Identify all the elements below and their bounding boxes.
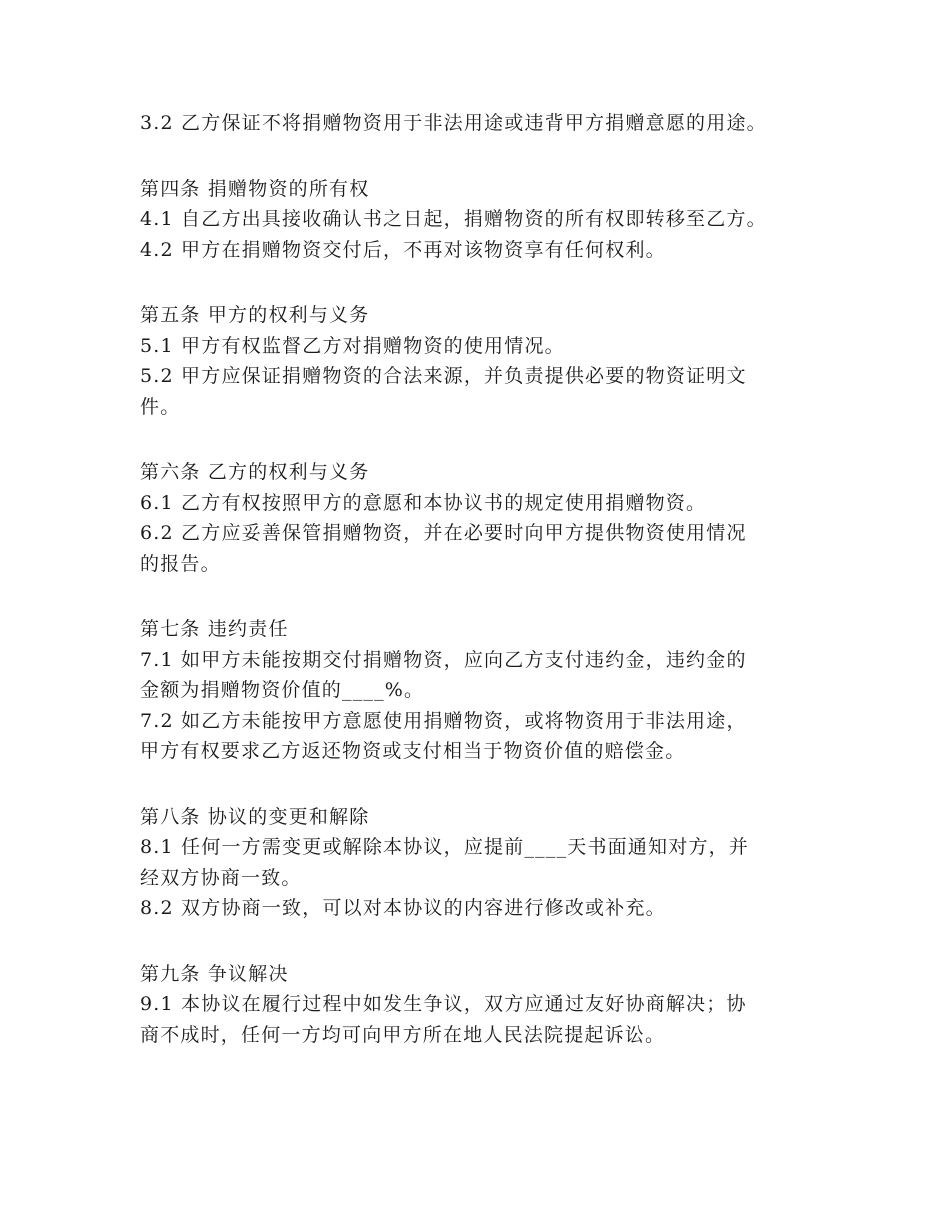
clause-line: 甲方有权要求乙方返还物资或支付相当于物资价值的赔偿金。 [140, 740, 686, 762]
section-heading: 第七条 违约责任 [140, 618, 289, 640]
clause-section-4 [140, 174, 840, 266]
section-heading: 第四条 捐赠物资的所有权 [140, 177, 370, 200]
clause-section-9 [140, 959, 840, 1051]
clause-line: 的报告。 [140, 552, 221, 575]
clause-line: 5.1 甲方有权监督乙方对捐赠物资的使用情况。 [140, 334, 565, 357]
clause-line: 金额为捐赠物资价值的____%。 [140, 679, 425, 701]
clause-line: 5.2 甲方应保证捐赠物资的合法来源，并负责提供必要的物资证明文 [140, 365, 747, 387]
clause-line: 4.2 甲方在捐赠物资交付后，不再对该物资享有任何权利。 [140, 238, 666, 261]
section-heading: 第九条 争议解决 [140, 962, 289, 985]
clause-line: 7.1 如甲方未能按期交付捐赠物资，应向乙方支付违约金，违约金的 [140, 648, 747, 671]
clause-line: 7.2 如乙方未能按甲方意愿使用捐赠物资，或将物资用于非法用途， [140, 709, 747, 732]
clause-line: 4.1 自乙方出具接收确认书之日起，捐赠物资的所有权即转移至乙方。 [140, 208, 767, 230]
clause-line: 8.1 任何一方需变更或解除本协议，应提前____天书面通知对方，并 [140, 836, 750, 858]
clause-line: 8.2 双方协商一致，可以对本协议的内容进行修改或补充。 [140, 897, 666, 919]
clause-line: 3.2 乙方保证不将捐赠物资用于非法用途或违背甲方捐赠意愿的用途。 [140, 112, 767, 134]
clause-line: 商不成时，任何一方均可向甲方所在地人民法院提起诉讼。 [140, 1023, 666, 1046]
section-heading: 第五条 甲方的权利与义务 [140, 304, 370, 326]
clause-line: 件。 [140, 395, 181, 418]
clause-line: 6.2 乙方应妥善保管捐赠物资，并在必要时向甲方提供物资使用情况 [140, 522, 747, 544]
clause-line: 经双方协商一致。 [140, 866, 302, 889]
clause-section-3-tail [140, 108, 840, 139]
section-heading: 第六条 乙方的权利与义务 [140, 461, 370, 483]
section-heading: 第八条 协议的变更和解除 [140, 805, 370, 828]
document-body [140, 108, 840, 1050]
clause-section-8 [140, 802, 840, 924]
clause-line: 6.1 乙方有权按照甲方的意愿和本协议书的规定使用捐赠物资。 [140, 491, 707, 514]
clause-section-5 [140, 300, 840, 422]
clause-section-7 [140, 614, 840, 767]
clause-section-6 [140, 457, 840, 579]
clause-line: 9.1 本协议在履行过程中如发生争议，双方应通过友好协商解决；协 [140, 993, 747, 1015]
